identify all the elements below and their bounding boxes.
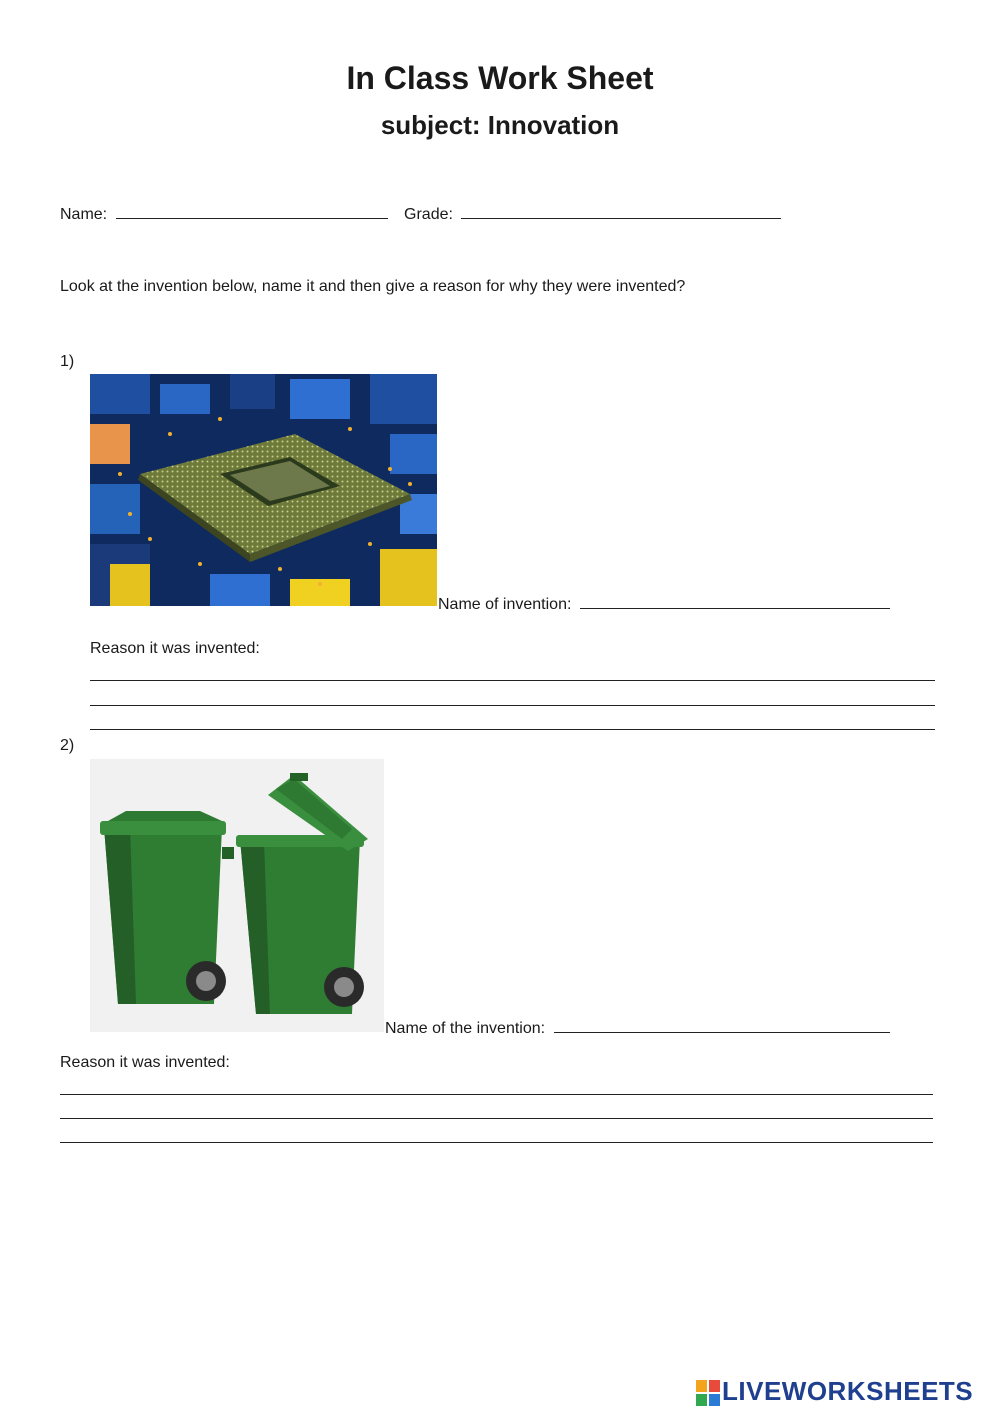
grade-label: Grade: <box>404 206 453 223</box>
footer-brand <box>696 1376 996 1410</box>
worksheet-title: In Class Work Sheet <box>346 60 654 96</box>
question-2-number: 2) <box>60 737 75 754</box>
green-wheelie-bins-photo-icon <box>90 759 384 1032</box>
name-field[interactable] <box>116 202 388 219</box>
question-1-reason-line-3[interactable] <box>90 729 935 730</box>
liveworksheets-logo-icon <box>696 1380 720 1406</box>
question-1-name-row <box>438 592 890 614</box>
worksheet-subject: subject: Innovation <box>380 110 620 140</box>
question-2-reason-line-2[interactable] <box>60 1118 933 1119</box>
question-2-name-label: Name of the invention: <box>385 1020 546 1037</box>
question-1-name-label: Name of invention: <box>438 596 572 613</box>
question-1-reason-line-1[interactable] <box>90 680 935 681</box>
question-1-name-field[interactable] <box>580 592 890 609</box>
question-1-reason-label: Reason it was invented: <box>90 640 260 657</box>
question-2-name-field[interactable] <box>554 1016 890 1033</box>
question-2-reason-label: Reason it was invented: <box>60 1054 230 1071</box>
cpu-chip-photo-icon <box>90 374 437 606</box>
name-label: Name: <box>60 206 108 223</box>
grade-field[interactable] <box>461 202 781 219</box>
question-2-reason-line-1[interactable] <box>60 1094 933 1095</box>
question-1-reason-line-2[interactable] <box>90 705 935 706</box>
name-grade-row <box>60 202 781 224</box>
instructions: Look at the invention below, name it and then give a reason for why they were invented? <box>60 278 686 295</box>
question-1-number: 1) <box>60 353 75 370</box>
footer-brand-text: LIVEWORKSHEETS <box>722 1376 974 1406</box>
question-2-reason-line-3[interactable] <box>60 1142 933 1143</box>
question-2-name-row <box>385 1016 890 1038</box>
